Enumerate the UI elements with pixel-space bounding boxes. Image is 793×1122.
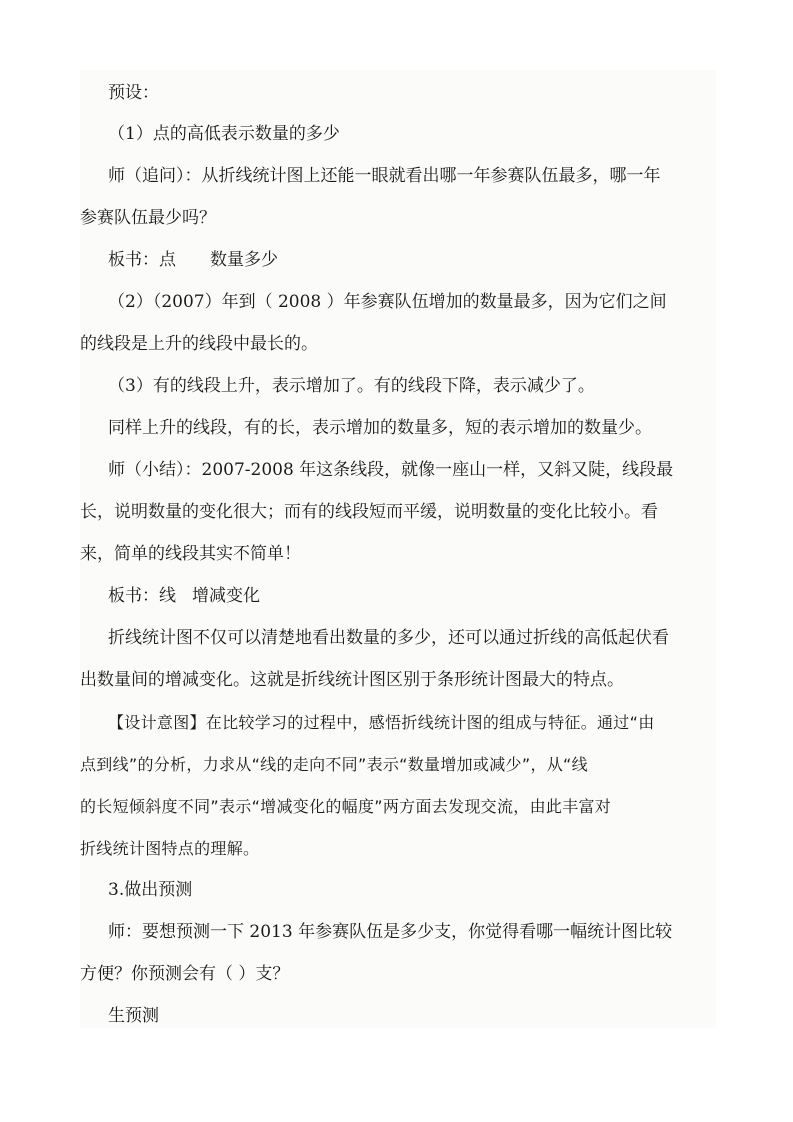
line-text: 参赛队伍最少吗？ <box>80 208 216 228</box>
line-text: 长，说明数量的变化很大；而有的线段短而平缓，说明数量的变化比较小。看 <box>80 502 658 522</box>
paragraph-teacher-summary-cont <box>80 492 716 534</box>
line-text: 来，简单的线段其实不简单！ <box>80 544 301 564</box>
line-text: 的长短倾斜度不同”表示“增减变化的幅度”两方面去发现交流，由此丰富对 <box>80 797 612 816</box>
line-text: 预设： <box>108 83 159 103</box>
line-text: 师：要想预测一下 2013 年参赛队伍是多少支，你觉得看哪一幅统计图比较 <box>108 922 673 942</box>
paragraph-same-rise <box>80 408 716 450</box>
line-text: 方便？你预测会有（ ）支？ <box>80 964 290 984</box>
board-note-line <box>80 576 716 618</box>
paragraph-design-intent-end <box>80 828 716 870</box>
line-text: 【设计意图】在比较学习的过程中，感悟折线统计图的组成与特征。通过“由 <box>108 713 655 732</box>
paragraph-design-intent-cont <box>80 744 716 786</box>
paragraph-preset-2-cont <box>80 324 716 366</box>
paragraph-feature <box>80 618 716 660</box>
board-content: 增减变化 <box>192 586 260 606</box>
line-text: 3.做出预测 <box>108 880 193 900</box>
line-text: 师（小结）：2007-2008 年这条线段，就像一座山一样，又斜又陡，线段最 <box>108 460 674 480</box>
line-text: 师（追问）：从折线统计图上还能一眼就看出哪一年参赛队伍最多，哪一年 <box>108 166 661 186</box>
section-heading-predict <box>80 870 716 912</box>
board-label: 板书：点 <box>108 250 176 270</box>
text-body <box>80 70 716 1028</box>
line-text: 生预测 <box>108 1006 159 1026</box>
paragraph-teacher-summary <box>80 450 716 492</box>
line-text: 折线统计图特点的理解。 <box>80 839 260 858</box>
paragraph-design-intent-cont <box>80 786 716 828</box>
line-text: 点到线”的分析，力求从“线的走向不同”表示“数量增加或减少”，从“线 <box>80 755 588 774</box>
paragraph-preset <box>80 73 716 115</box>
line-text: （1）点的高低表示数量的多少 <box>108 124 340 144</box>
board-note-point <box>80 240 716 282</box>
paragraph-preset-2 <box>80 282 716 324</box>
line-text: 同样上升的线段，有的长，表示增加的数量多，短的表示增加的数量少。 <box>108 418 652 438</box>
paragraph-teacher-summary-end <box>80 534 716 576</box>
paragraph-design-intent <box>80 702 716 744</box>
board-label: 板书：线 <box>108 586 176 606</box>
line-text: 折线统计图不仅可以清楚地看出数量的多少，还可以通过折线的高低起伏看 <box>108 628 669 648</box>
paragraph-teacher-predict-cont <box>80 954 716 996</box>
line-text: 出数量间的增减变化。这就是折线统计图区别于条形统计图最大的特点。 <box>80 670 624 690</box>
board-content: 数量多少 <box>210 250 278 270</box>
paragraph-feature-cont <box>80 660 716 702</box>
paragraph-student-predict <box>80 996 716 1038</box>
paragraph-teacher-predict <box>80 912 716 954</box>
paragraph-teacher-question-cont <box>80 198 716 240</box>
line-text: 的线段是上升的线段中最长的。 <box>80 334 318 354</box>
paragraph-preset-3 <box>80 366 716 408</box>
paragraph-teacher-question <box>80 156 716 198</box>
line-text: （3）有的线段上升，表示增加了。有的线段下降，表示减少了。 <box>108 376 595 396</box>
line-text: （2）（2007）年到（ 2008 ）年参赛队伍增加的数量最多，因为它们之间 <box>108 292 667 312</box>
paragraph-preset-1 <box>80 114 716 156</box>
